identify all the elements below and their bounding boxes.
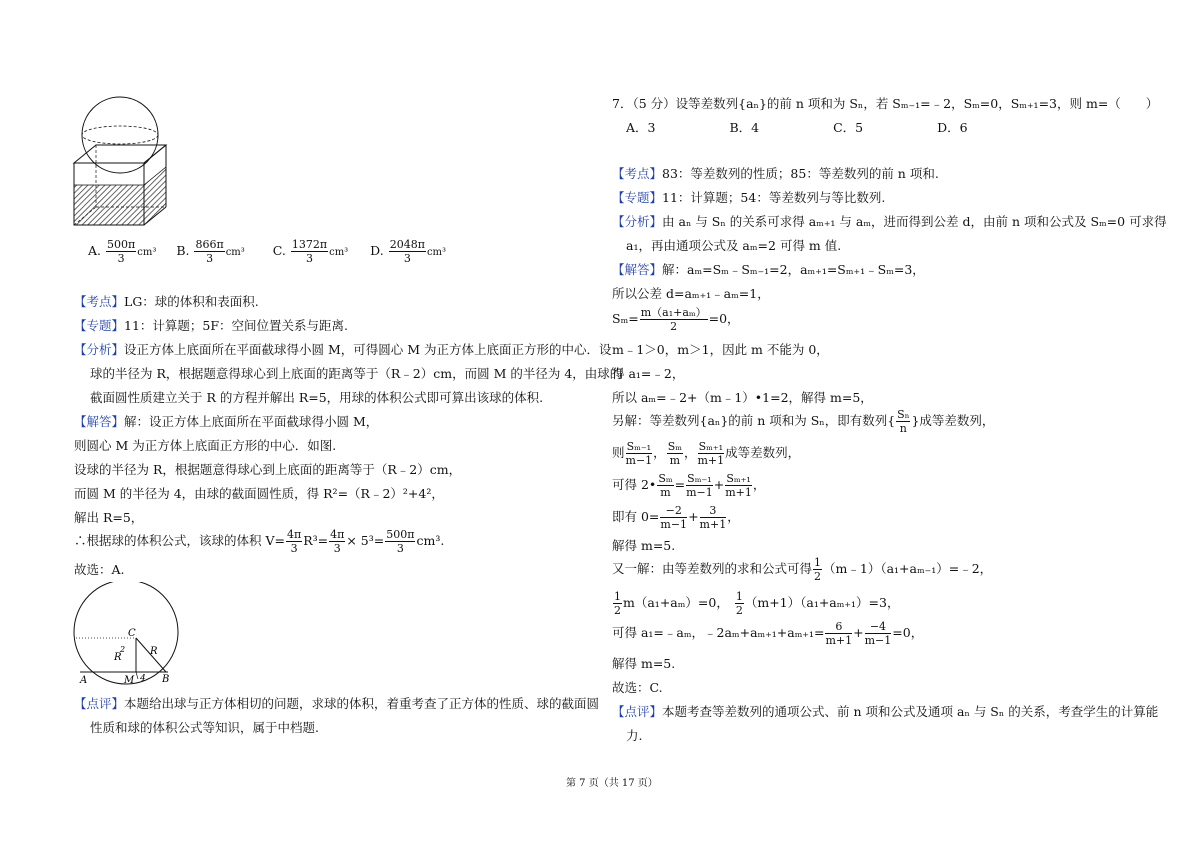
label-two: 2 xyxy=(120,645,126,654)
sphere-options xyxy=(88,238,446,265)
right-dianping-l2: 力. xyxy=(626,728,643,743)
page-footer: 第 7 页（共 17 页） xyxy=(566,778,658,789)
right-dianping: 【点评】本题考查等差数列的通项公式、前 n 项和公式及通项 aₙ 与 Sₙ 的关系，考查学生的计算能 xyxy=(612,704,1159,719)
right-s8: 则 $\frac{\text{Sₘ₋₁}}{m-1}$ ， $\frac{\text{Sₘ}}{m}$ ， $\frac{\text{Sₘ₊₁}}{m+1}$ 成等差数列， xyxy=(612,440,801,467)
option-b[interactable]: B. $\frac{866\pi}{3}$ cm³ xyxy=(176,238,245,265)
question-7-options xyxy=(626,120,968,136)
left-sol-l4: 而圆 M 的半径为 4，由球的截面圆性质，得 R²=（R﹣2）²+4²， xyxy=(74,486,444,501)
left-jieda: 【解答】解：设正方体上底面所在平面截球得小圆 M， xyxy=(74,414,379,429)
left-sol-l2: 则圆心 M 为正方体上底面正方形的中心．如图. xyxy=(74,438,337,453)
left-zhuanti: 【专题】11：计算题；5F：空间位置关系与距离. xyxy=(74,318,349,333)
q7-option-c[interactable]: C．5 xyxy=(833,120,864,135)
right-jieda: 【解答】解：aₘ=Sₘ﹣Sₘ₋₁=2，aₘ₊₁=Sₘ₊₁﹣Sₘ=3， xyxy=(612,262,925,277)
q7-option-d[interactable]: D．6 xyxy=(937,120,968,135)
right-s12: 又一解：由等差数列的求和公式可得 $\frac{1}{2}$ （m﹣1）（a₁+aₘ₋₁）=﹣2， xyxy=(612,556,993,583)
left-volume-formula: ∴根据球的体积公式，该球的体积 V= $\frac{4\pi}{3}$ R³= $\frac{4\pi}{3}$ × 5³= $\frac{500\pi}{3}$ cm³. xyxy=(74,528,445,555)
right-zhuanti: 【专题】11：计算题；54：等差数列与等比数列. xyxy=(612,190,886,205)
right-s4: m﹣1＞0，m＞1，因此 m 不能为 0， xyxy=(612,342,829,357)
right-s2: 所以公差 d=aₘ₊₁﹣aₘ=1， xyxy=(612,286,770,301)
right-s6: 所以 aₘ=﹣2+（m﹣1）•1=2，解得 m=5， xyxy=(612,390,873,405)
left-fenxi-l3: 截面圆性质建立关于 R 的方程并解出 R=5，用球的体积公式即可算出该球的体积. xyxy=(90,390,544,405)
label-c: C xyxy=(128,628,136,639)
q7-option-a[interactable]: A．3 xyxy=(626,120,656,135)
left-dianping-l2: 性质和球的体积公式等知识，属于中档题. xyxy=(90,720,319,735)
label-four: 4 xyxy=(140,674,146,684)
left-fenxi: 【分析】设正方体上底面所在平面截球得小圆 M，可得圆心 M 为正方体上底面正方形的中心．设 xyxy=(74,342,612,357)
label-r-vertical: R xyxy=(114,652,122,663)
left-fenxi-l2: 球的半径为 R，根据题意得球心到上底面的距离等于（R﹣2）cm，而圆 M 的半径为 4，由球的 xyxy=(90,366,623,381)
left-kaodian: 【考点】LG：球的体积和表面积. xyxy=(74,294,259,309)
right-s15: 解得 m=5. xyxy=(612,656,676,671)
option-a[interactable]: A. $\frac{500\pi}{3}$ cm³ xyxy=(88,238,157,265)
option-d[interactable]: D. $\frac{2048\pi}{3}$ cm³ xyxy=(370,238,447,265)
q7-option-b[interactable]: B．4 xyxy=(729,120,760,135)
right-s7: 另解：等差数列{aₙ}的前 n 项和为 Sₙ，即有数列{ $\frac{\text{Sₙ}}{n}$ }成等差数列， xyxy=(612,408,995,435)
label-b: B xyxy=(162,674,170,685)
right-fenxi-l2: a₁，再由通项公式及 aₘ=2 可得 m 值. xyxy=(626,238,842,253)
option-c[interactable]: C. $\frac{1372\pi}{3}$ cm³ xyxy=(272,238,349,265)
left-choice: 故选：A. xyxy=(74,562,125,577)
right-kaodian: 【考点】83：等差数列的性质；85：等差数列的前 n 项和. xyxy=(612,166,939,181)
right-choice: 故选：C. xyxy=(612,680,663,695)
circle-section-figure xyxy=(72,582,182,686)
right-fenxi: 【分析】由 aₙ 与 Sₙ 的关系可求得 aₘ₊₁ 与 aₘ，进而得到公差 d，由前 n 项和公式及 Sₘ=0 可求得 xyxy=(612,214,1167,229)
right-s10: 即有 0= $\frac{-2}{m-1}$ + $\frac{3}{m+1}$ ， xyxy=(612,504,740,531)
question-7: 7．（5 分）设等差数列{aₙ}的前 n 项和为 Sₙ，若 Sₘ₋₁=﹣2，Sₘ=0，Sₘ₊₁=3，则 m=（ ） xyxy=(612,96,1159,111)
sphere-cube-figure xyxy=(70,95,170,230)
right-s9: 可得 2• $\frac{\text{Sₘ}}{m}$ = $\frac{\text{Sₘ₋₁}}{m-1}$ + $\frac{\text{Sₘ₊₁}}{m+1}$ ， xyxy=(612,472,766,499)
right-s13: $\frac{1}{2}$ m（a₁+aₘ）=0， $\frac{1}{2}$ （m+1）（a₁+aₘ₊₁）=3， xyxy=(614,590,900,617)
label-m: M xyxy=(124,675,135,686)
label-r-hyp: R xyxy=(150,646,158,657)
left-sol-l5: 解出 R=5， xyxy=(74,510,144,525)
left-sol-l3: 设球的半径为 R，根据题意得球心到上底面的距离等于（R﹣2）cm， xyxy=(74,462,462,477)
right-s3: Sₘ= $\frac{\text{m（a₁+aₘ）}}{2}$ =0， xyxy=(612,306,740,333)
right-s5: 得 a₁=﹣2， xyxy=(612,366,685,381)
right-s11: 解得 m=5. xyxy=(612,538,676,553)
label-a: A xyxy=(80,675,88,686)
right-s14: 可得 a₁=﹣aₘ，﹣2aₘ+aₘ₊₁+aₘ₊₁= $\frac{6}{m+1}$ + $\frac{-4}{m-1}$ =0， xyxy=(612,620,924,647)
left-dianping: 【点评】本题给出球与正方体相切的问题，求球的体积，着重考查了正方体的性质、球的截面圆 xyxy=(74,696,600,711)
